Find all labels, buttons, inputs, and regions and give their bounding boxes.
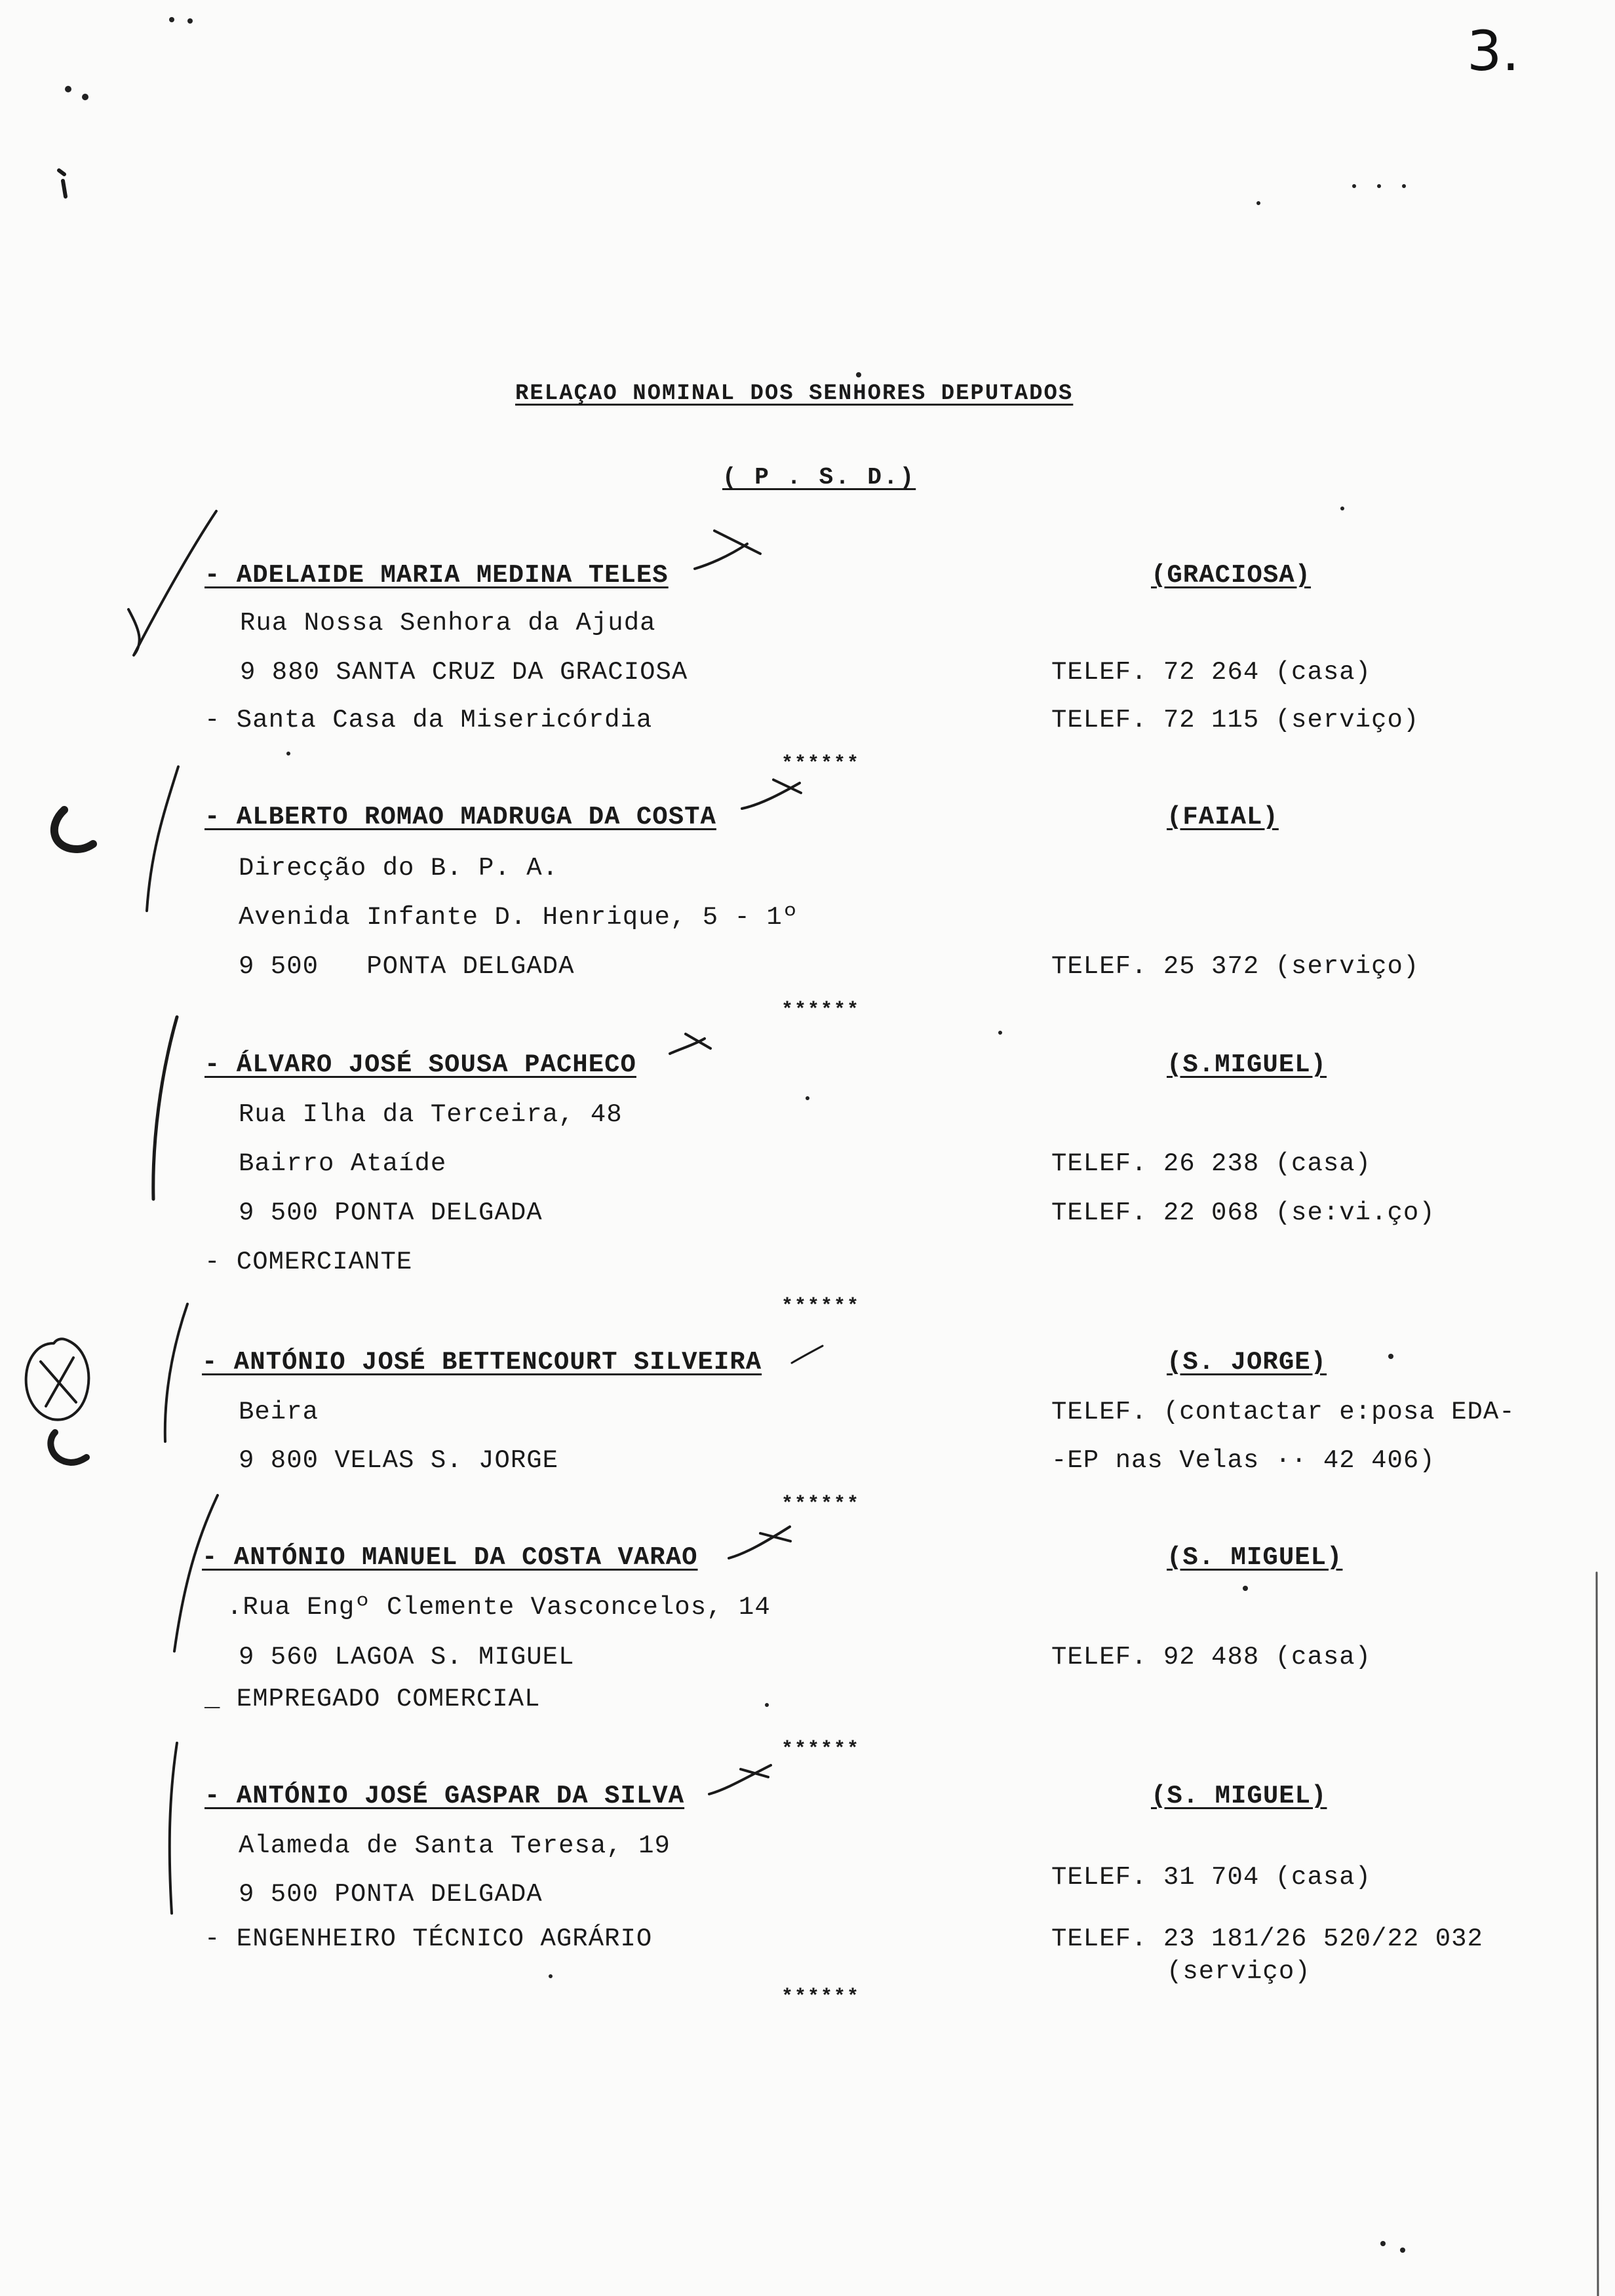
phone-line: TELEF. (contactar e:posa EDA- — [1051, 1398, 1515, 1426]
deputy-name: - ALBERTO ROMAO MADRUGA DA COSTA — [204, 803, 716, 832]
address-line: Alameda de Santa Teresa, 19 — [239, 1831, 671, 1860]
scan-speck — [1400, 2248, 1405, 2253]
scan-speck — [998, 1031, 1002, 1035]
address-line: 9 500 PONTA DELGADA — [239, 952, 575, 981]
phone-line: TELEF. 23 181/26 520/22 032 — [1051, 1924, 1483, 1953]
address-line: 9 880 SANTA CRUZ DA GRACIOSA — [240, 658, 688, 687]
address-line: Rua Nossa Senhora da Ajuda — [240, 609, 656, 638]
phone-line: TELEF. 25 372 (serviço) — [1051, 952, 1420, 981]
address-line: .Rua Engº Clemente Vasconcelos, 14 — [227, 1593, 771, 1622]
address-line: Bairro Ataíde — [239, 1149, 447, 1178]
separator-stars: ****** — [781, 1738, 861, 1761]
phone-line: TELEF. 72 115 (serviço) — [1051, 706, 1420, 735]
phone-line: TELEF. 31 704 (casa) — [1051, 1863, 1372, 1892]
address-line: Rua Ilha da Terceira, 48 — [239, 1100, 623, 1129]
scan-speck — [1402, 184, 1406, 188]
profession-line: _ EMPREGADO COMERCIAL — [204, 1685, 541, 1713]
profession-line: - COMERCIANTE — [204, 1248, 413, 1276]
margin-bracket-mark — [165, 1304, 187, 1442]
deputy-island: (S. MIGUEL) — [1151, 1782, 1327, 1810]
party-heading: ( P . S. D.) — [722, 464, 916, 491]
name-check-mark — [742, 780, 801, 809]
address-line: - Santa Casa da Misericórdia — [204, 706, 653, 735]
phone-line: TELEF. 22 068 (se:vi.ço) — [1051, 1198, 1435, 1227]
phone-line: TELEF. 26 238 (casa) — [1051, 1149, 1372, 1178]
deputy-name: - ADELAIDE MARIA MEDINA TELES — [204, 561, 669, 590]
name-check-mark — [792, 1346, 823, 1363]
deputy-name: - ÁLVARO JOSÉ SOUSA PACHECO — [204, 1050, 636, 1079]
separator-stars: ****** — [781, 753, 861, 775]
name-check-mark — [670, 1034, 710, 1054]
deputy-island: (S. JORGE) — [1167, 1348, 1327, 1377]
address-line: Direcção do B. P. A. — [239, 854, 559, 883]
scan-speck — [82, 94, 88, 100]
scan-speck — [765, 1703, 769, 1707]
margin-bracket-mark — [153, 1017, 177, 1199]
scan-speck — [286, 752, 290, 756]
phone-line: TELEF. 92 488 (casa) — [1051, 1643, 1372, 1672]
address-line: 9 560 LAGOA S. MIGUEL — [239, 1643, 575, 1672]
deputy-name: - ANTÓNIO JOSÉ GASPAR DA SILVA — [204, 1782, 685, 1810]
profession-line: - ENGENHEIRO TÉCNICO AGRÁRIO — [204, 1924, 653, 1953]
phone-line: -EP nas Velas ·· 42 406) — [1051, 1446, 1435, 1475]
margin-check-mark — [128, 511, 216, 655]
margin-tick-mark — [59, 170, 66, 197]
address-line: 9 500 PONTA DELGADA — [239, 1198, 543, 1227]
separator-stars: ****** — [781, 999, 861, 1022]
deputy-island: (GRACIOSA) — [1151, 561, 1312, 590]
scan-speck — [65, 86, 71, 92]
scan-speck — [1380, 2241, 1386, 2246]
address-line: 9 800 VELAS S. JORGE — [239, 1446, 559, 1475]
name-check-mark — [729, 1527, 790, 1558]
address-line: Beira — [239, 1398, 319, 1426]
margin-c-mark — [50, 1432, 87, 1463]
circled-x-mark — [41, 1358, 76, 1406]
scan-speck — [1352, 184, 1356, 188]
document-title: RELAÇAO NOMINAL DOS SENHORES DEPUTADOS — [515, 381, 1074, 406]
phone-line: (serviço) — [1167, 1957, 1311, 1986]
scan-speck — [1243, 1586, 1248, 1591]
scan-speck — [856, 372, 861, 377]
margin-bracket-mark — [147, 767, 178, 911]
scan-speck — [1377, 184, 1381, 188]
separator-stars: ****** — [781, 1295, 861, 1318]
scan-speck — [1256, 201, 1260, 205]
page-number: 3. — [1467, 19, 1520, 83]
separator-stars: ****** — [781, 1493, 861, 1516]
scan-speck — [187, 18, 193, 24]
scan-edge-line — [1597, 1573, 1598, 2296]
scan-speck — [1340, 507, 1344, 510]
name-check-mark — [695, 531, 760, 569]
deputy-name: - ANTÓNIO MANUEL DA COSTA VARAO — [202, 1543, 698, 1572]
address-line: 9 500 PONTA DELGADA — [239, 1880, 543, 1909]
address-line: Avenida Infante D. Henrique, 5 - 1º — [239, 903, 799, 932]
scan-speck — [169, 17, 174, 22]
margin-c-mark — [54, 810, 93, 849]
scan-speck — [549, 1974, 553, 1978]
deputy-island: (S. MIGUEL) — [1167, 1543, 1343, 1572]
separator-stars: ****** — [781, 1986, 861, 2008]
margin-bracket-mark — [170, 1743, 177, 1913]
name-check-mark — [709, 1765, 771, 1794]
phone-line: TELEF. 72 264 (casa) — [1051, 658, 1372, 687]
deputy-name: - ANTÓNIO JOSÉ BETTENCOURT SILVEIRA — [202, 1348, 762, 1377]
scan-speck — [1388, 1354, 1393, 1359]
scan-speck — [806, 1096, 809, 1100]
margin-bracket-mark — [174, 1495, 218, 1651]
deputy-island: (S.MIGUEL) — [1167, 1050, 1327, 1079]
circled-x-mark — [26, 1339, 89, 1419]
deputy-island: (FAIAL) — [1167, 803, 1279, 832]
